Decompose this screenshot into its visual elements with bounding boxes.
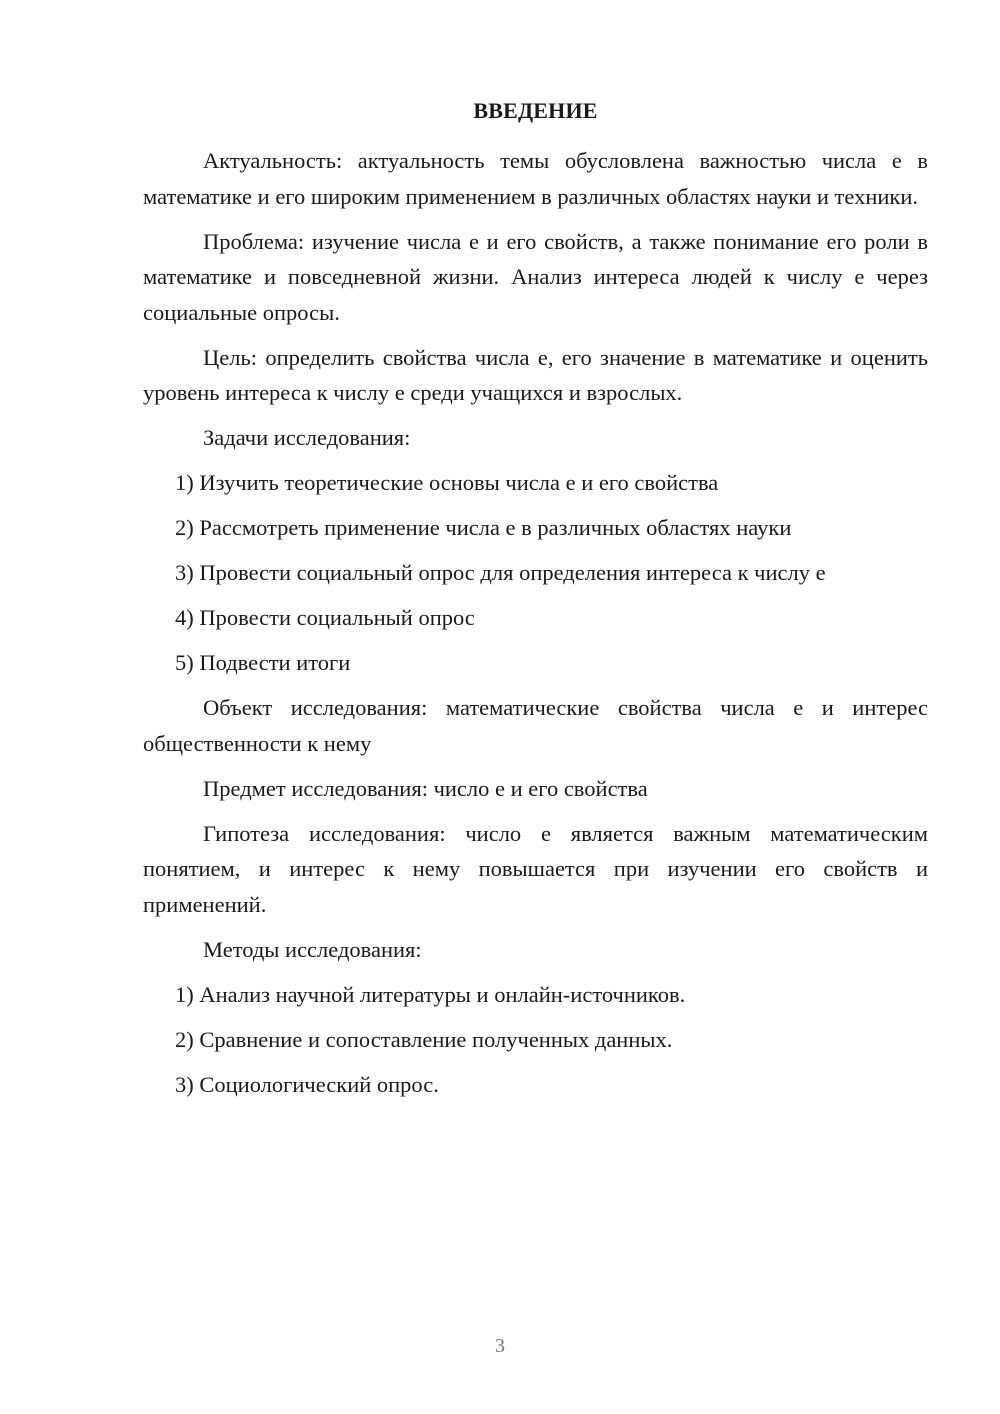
goal-paragraph: Цель: определить свойства числа е, его значение в математике и оценить уровень интереса к числу е среди учащихся и взрослых. [143,344,928,405]
tasks-list [143,465,928,681]
tasks-heading: Задачи исследования: [203,425,411,450]
page-number: 3 [495,1335,505,1357]
problem-paragraph: Проблема: изучение числа е и его свойств, а также понимание его роли в математике и повседневной жизни. Анализ интереса людей к числу е через социальные опросы. [143,228,928,325]
methods-list [143,977,928,1103]
section-title: ВВЕДЕНИЕ [473,98,598,123]
list-item: 1) Анализ научной литературы и онлайн-источников. [175,981,686,1007]
object-paragraph: Объект исследования: математические свойства числа е и интерес общественности к нему [143,695,928,756]
list-item: 2) Рассмотреть применение числа е в различных областях науки [175,515,792,540]
list-item: 4) Провести социальный опрос [175,605,475,630]
hypothesis-paragraph: Гипотеза исследования: число е является важным математическим понятием, и интерес к нему повышается при изучении его свойств и применений. [143,820,928,917]
document-body [143,143,928,1112]
subject-paragraph: Предмет исследования: число е и его свойства [203,775,648,801]
list-item: 5) Подвести итоги [175,650,351,675]
list-item: 1) Изучить теоретические основы числа е и его свойства [175,470,719,495]
relevance-paragraph: Актуальность: актуальность темы обусловлена важностью числа е в математике и его широким применением в различных областях науки и техники. [143,148,928,209]
list-item: 2) Сравнение и сопоставление полученных данных. [175,1026,673,1052]
list-item: 3) Социологический опрос. [175,1071,439,1097]
methods-heading: Методы исследования: [203,936,422,962]
list-item: 3) Провести социальный опрос для определения интереса к числу е [175,560,826,585]
